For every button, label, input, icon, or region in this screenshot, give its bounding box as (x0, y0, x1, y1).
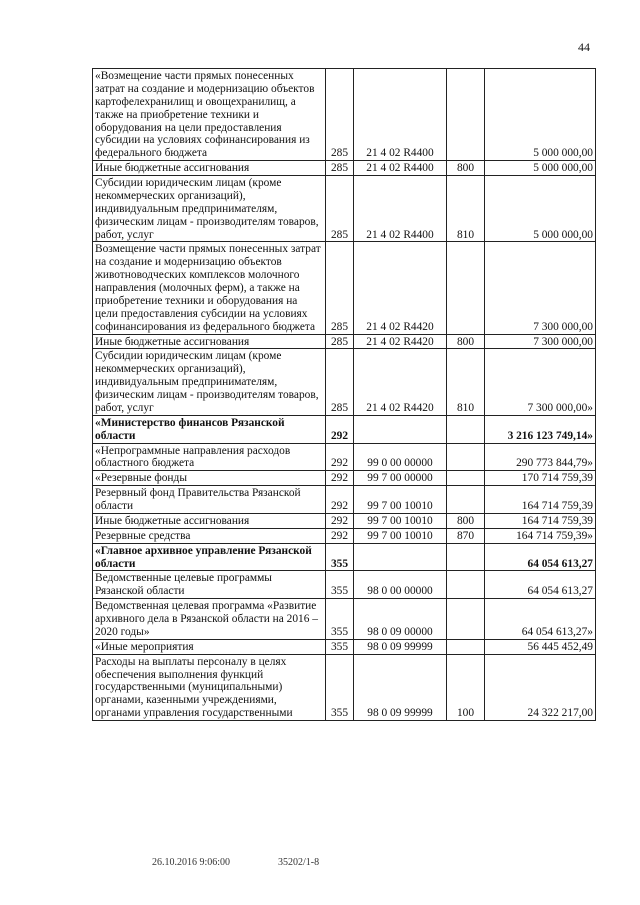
cell-vr (447, 543, 485, 571)
cell-name: Субсидии юридическим лицам (кроме некоммерческих организаций), индивидуальным предпринимателям, физическим лицам - производителям товаров, работ, услуг (93, 349, 326, 415)
cell-csr: 98 0 09 00000 (354, 599, 447, 640)
cell-csr: 99 7 00 10010 (354, 513, 447, 528)
cell-csr: 21 4 02 R4400 (354, 69, 447, 161)
cell-sum: 164 714 759,39 (485, 486, 596, 514)
page-number: 44 (578, 40, 590, 54)
cell-vr: 810 (447, 349, 485, 415)
cell-name: «Министерство финансов Рязанской области (93, 415, 326, 443)
cell-name: Расходы на выплаты персоналу в целях обеспечения выполнения функций государственными (муниципальными) органами, казенными учреждениями, органами управления государственными (93, 654, 326, 720)
cell-name: «Резервные фонды (93, 471, 326, 486)
cell-sum: 7 300 000,00» (485, 349, 596, 415)
table-row (93, 415, 596, 443)
cell-name: Иные бюджетные ассигнования (93, 161, 326, 176)
cell-sum: 56 445 452,49 (485, 639, 596, 654)
cell-grbs: 285 (326, 176, 354, 242)
cell-csr: 21 4 02 R4400 (354, 176, 447, 242)
table-row (93, 513, 596, 528)
cell-grbs: 292 (326, 528, 354, 543)
cell-vr: 800 (447, 513, 485, 528)
cell-csr: 21 4 02 R4400 (354, 161, 447, 176)
cell-name: «Главное архивное управление Рязанской области (93, 543, 326, 571)
table-body (93, 69, 596, 721)
cell-csr: 98 0 09 99999 (354, 639, 447, 654)
cell-vr: 810 (447, 176, 485, 242)
cell-sum: 64 054 613,27» (485, 599, 596, 640)
cell-grbs: 285 (326, 69, 354, 161)
cell-vr (447, 486, 485, 514)
cell-vr (447, 639, 485, 654)
cell-vr (447, 415, 485, 443)
cell-vr (447, 599, 485, 640)
cell-grbs: 285 (326, 349, 354, 415)
cell-vr: 800 (447, 161, 485, 176)
cell-csr (354, 543, 447, 571)
cell-sum: 164 714 759,39» (485, 528, 596, 543)
cell-name: Резервные средства (93, 528, 326, 543)
cell-name: «Иные мероприятия (93, 639, 326, 654)
cell-vr: 100 (447, 654, 485, 720)
table-row (93, 443, 596, 471)
cell-name: Ведомственная целевая программа «Развитие архивного дела в Рязанской области на 2016 – 2020 годы» (93, 599, 326, 640)
cell-grbs: 285 (326, 161, 354, 176)
cell-vr: 870 (447, 528, 485, 543)
cell-name: Резервный фонд Правительства Рязанской области (93, 486, 326, 514)
cell-grbs: 292 (326, 486, 354, 514)
cell-csr: 21 4 02 R4420 (354, 334, 447, 349)
cell-csr: 21 4 02 R4420 (354, 242, 447, 334)
cell-grbs: 355 (326, 654, 354, 720)
cell-csr: 98 0 00 00000 (354, 571, 447, 599)
table-row (93, 349, 596, 415)
cell-vr (447, 443, 485, 471)
cell-csr: 98 0 09 99999 (354, 654, 447, 720)
cell-sum: 64 054 613,27 (485, 571, 596, 599)
table-row (93, 528, 596, 543)
cell-grbs: 355 (326, 543, 354, 571)
cell-name: «Возмещение части прямых понесенных затрат на создание и модернизацию объектов картофелехранилищ и овощехранилищ, а также на приобретение техники и оборудования на цели предоставления субсидии на условиях софинансирования из федерального бюджета (93, 69, 326, 161)
cell-sum: 290 773 844,79» (485, 443, 596, 471)
cell-grbs: 292 (326, 471, 354, 486)
cell-csr: 99 7 00 10010 (354, 528, 447, 543)
cell-sum: 164 714 759,39 (485, 513, 596, 528)
cell-vr (447, 571, 485, 599)
table-row (93, 599, 596, 640)
cell-grbs: 292 (326, 443, 354, 471)
budget-table (92, 68, 596, 721)
footer-date: 26.10.2016 9:06:00 (152, 857, 231, 868)
table-row (93, 471, 596, 486)
table-row (93, 161, 596, 176)
table-row (93, 486, 596, 514)
cell-csr: 99 7 00 00000 (354, 471, 447, 486)
cell-grbs: 355 (326, 571, 354, 599)
cell-grbs: 292 (326, 513, 354, 528)
table-row (93, 69, 596, 161)
footer-doc-number: 35202/1-8 (278, 857, 320, 868)
cell-vr (447, 69, 485, 161)
cell-vr (447, 242, 485, 334)
table-row (93, 242, 596, 334)
cell-sum: 170 714 759,39 (485, 471, 596, 486)
cell-sum: 64 054 613,27 (485, 543, 596, 571)
cell-vr: 800 (447, 334, 485, 349)
table-row (93, 543, 596, 571)
table-row (93, 654, 596, 720)
cell-name: «Непрограммные направления расходов областного бюджета (93, 443, 326, 471)
table-row (93, 334, 596, 349)
table-row (93, 176, 596, 242)
cell-sum: 7 300 000,00 (485, 242, 596, 334)
cell-sum: 5 000 000,00 (485, 161, 596, 176)
table-row (93, 639, 596, 654)
cell-grbs: 285 (326, 334, 354, 349)
cell-csr: 21 4 02 R4420 (354, 349, 447, 415)
cell-name: Иные бюджетные ассигнования (93, 513, 326, 528)
cell-vr (447, 471, 485, 486)
cell-grbs: 292 (326, 415, 354, 443)
cell-grbs: 355 (326, 599, 354, 640)
cell-grbs: 285 (326, 242, 354, 334)
table-row (93, 571, 596, 599)
cell-sum: 5 000 000,00 (485, 176, 596, 242)
cell-name: Субсидии юридическим лицам (кроме некоммерческих организаций), индивидуальным предпринимателям, физическим лицам - производителям товаров, работ, услуг (93, 176, 326, 242)
cell-name: Ведомственные целевые программы Рязанской области (93, 571, 326, 599)
cell-csr: 99 0 00 00000 (354, 443, 447, 471)
cell-sum: 3 216 123 749,14» (485, 415, 596, 443)
cell-sum: 5 000 000,00 (485, 69, 596, 161)
cell-csr: 99 7 00 10010 (354, 486, 447, 514)
cell-sum: 24 322 217,00 (485, 654, 596, 720)
cell-grbs: 355 (326, 639, 354, 654)
cell-name: Возмещение части прямых понесенных затрат на создание и модернизацию объектов животноводческих комплексов молочного направления (молочных ферм), а также на приобретение техники и оборудования на цели предоставления субсидии на условиях софинансирования из федерального бюджета (93, 242, 326, 334)
cell-name: Иные бюджетные ассигнования (93, 334, 326, 349)
cell-csr (354, 415, 447, 443)
cell-sum: 7 300 000,00 (485, 334, 596, 349)
